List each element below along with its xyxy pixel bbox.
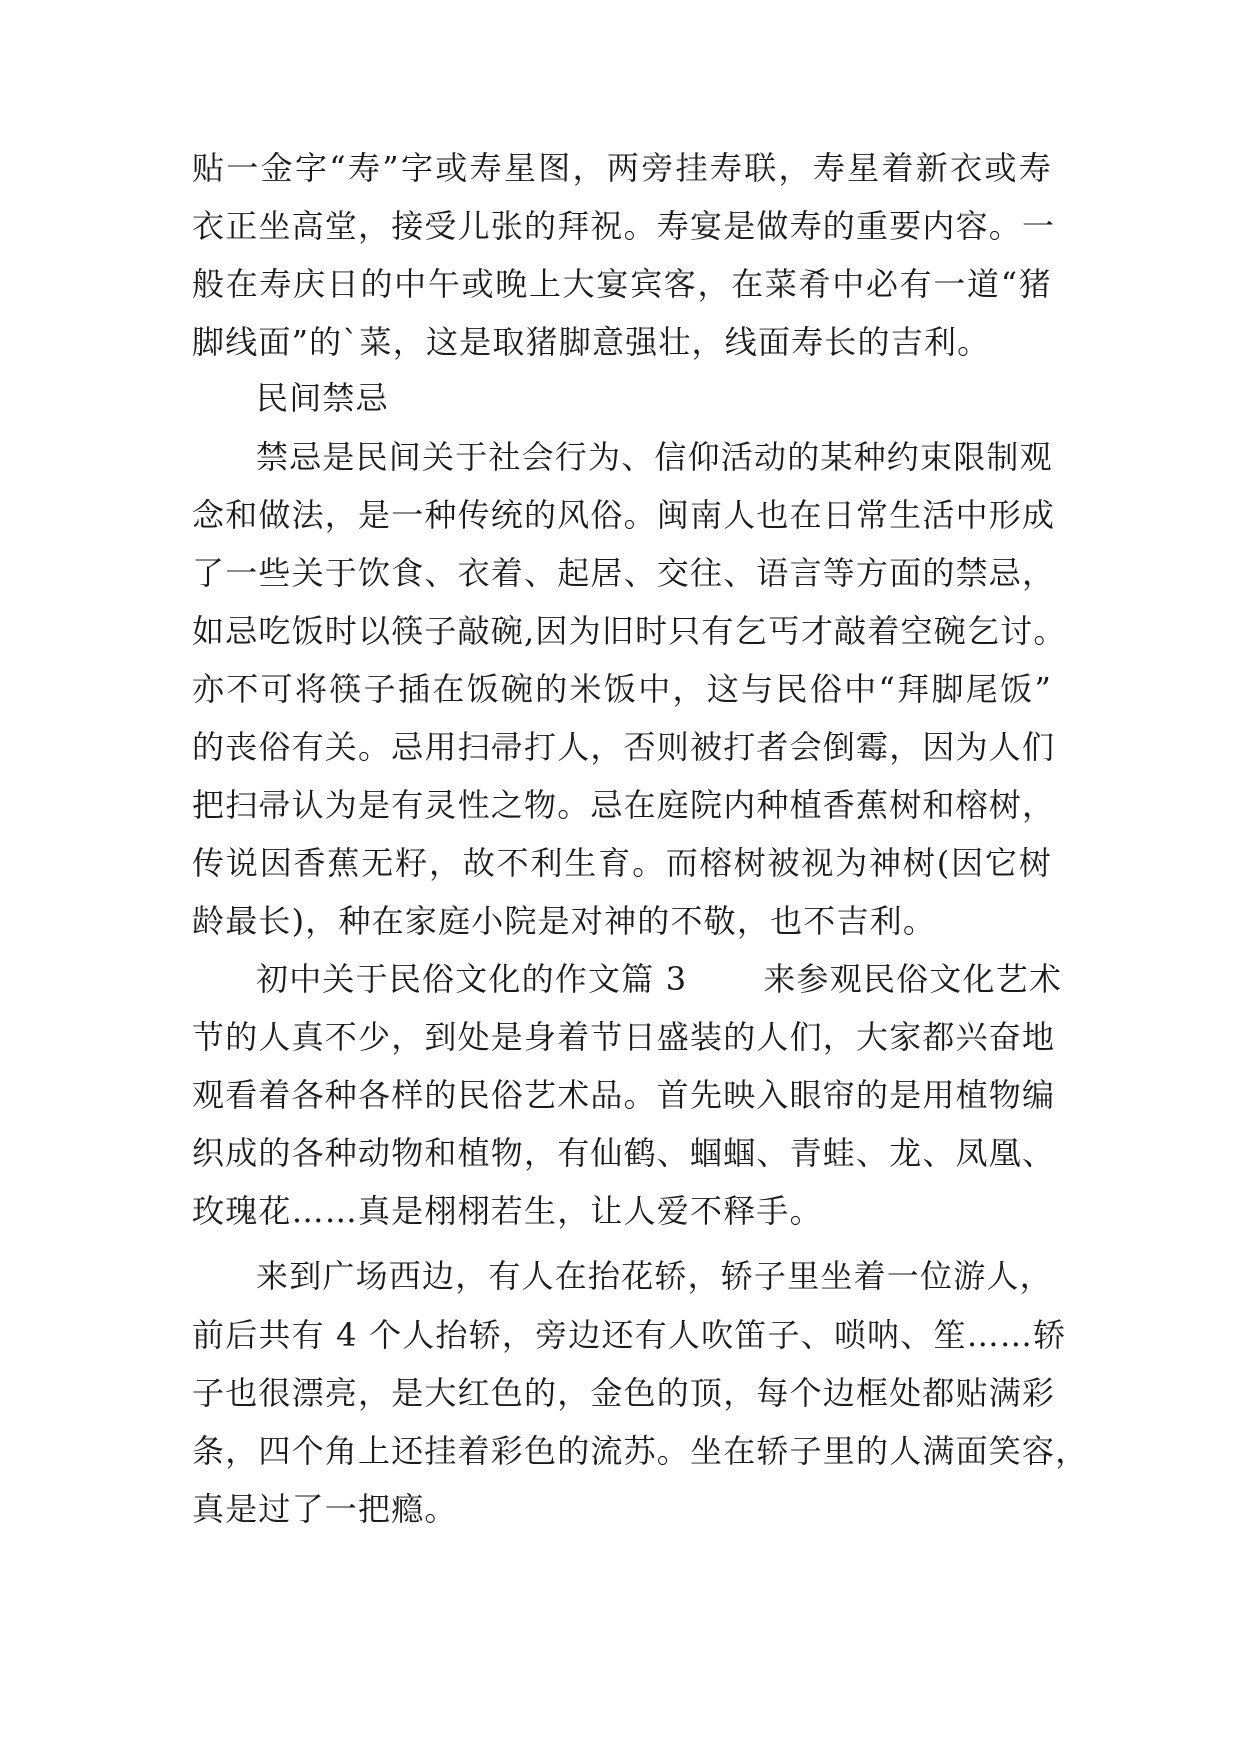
text-line: 真是过了一把瘾。 [192,1490,458,1528]
text-line: 节的人真不少，到处是身着节日盛装的人们，大家都兴奋地 [192,1018,1056,1056]
text-line: 贴一金字“寿”字或寿星图，两旁挂寿联，寿星着新衣或寿 [192,149,1052,187]
article-title: 初中关于民俗文化的作文篇 3 [256,960,688,998]
text-line: 脚线面”的`菜，这是取猪脚意强壮，线面寿长的吉利。 [192,323,991,361]
text-line: 来到广场西边，有人在抬花轿，轿子里坐着一位游人， [256,1257,1053,1295]
text-line: 衣正坐高堂，接受儿张的拜祝。寿宴是做寿的重要内容。一 [192,207,1056,245]
text-line: 亦不可将筷子插在饭碗的米饭中，这与民俗中“拜脚尾饭” [192,670,1052,708]
text-line: 龄最长)，种在家庭小院是对神的不敬，也不吉利。 [192,902,937,940]
text-line: 念和做法，是一种传统的风俗。闽南人也在日常生活中形成 [192,496,1056,534]
article-heading-line [256,959,1063,999]
text-line: 玫瑰花……真是栩栩若生，让人爱不释手。 [192,1192,823,1230]
text-line: 的丧俗有关。忌用扫帚打人，否则被打者会倒霉，因为人们 [192,728,1056,766]
text-line: 如忌吃饭时以筷子敲碗,因为旧时只有乞丐才敲着空碗乞讨。 [192,612,1067,650]
text-fragment: 来参观民俗文化艺术 [763,960,1063,998]
text-line: 子也很漂亮，是大红色的，金色的顶，每个边框处都贴满彩 [192,1374,1056,1412]
text-line: 般在寿庆日的中午或晚上大宴宾客，在菜肴中必有一道“猪 [192,265,1052,303]
text-line: 了一些关于饮食、衣着、起居、交往、语言等方面的禁忌， [192,554,1056,592]
text-line: 前后共有 4 个人抬轿，旁边还有人吹笛子、唢呐、笙……轿 [192,1316,1067,1354]
text-line: 传说因香蕉无籽，故不利生育。而榕树被视为神树(因它树 [192,844,1052,882]
text-line: 观看着各种各样的民俗艺术品。首先映入眼帘的是用植物编 [192,1076,1056,1114]
text-line: 条，四个角上还挂着彩色的流苏。坐在轿子里的人满面笑容， [192,1432,1089,1470]
text-line: 禁忌是民间关于社会行为、信仰活动的某种约束限制观 [256,438,1053,476]
text-line: 织成的各种动物和植物，有仙鹤、蝈蝈、青蛙、龙、凤凰、 [192,1134,1056,1172]
section-heading: 民间禁忌 [256,379,389,417]
text-line: 把扫帚认为是有灵性之物。忌在庭院内种植香蕉树和榕树， [192,786,1056,824]
